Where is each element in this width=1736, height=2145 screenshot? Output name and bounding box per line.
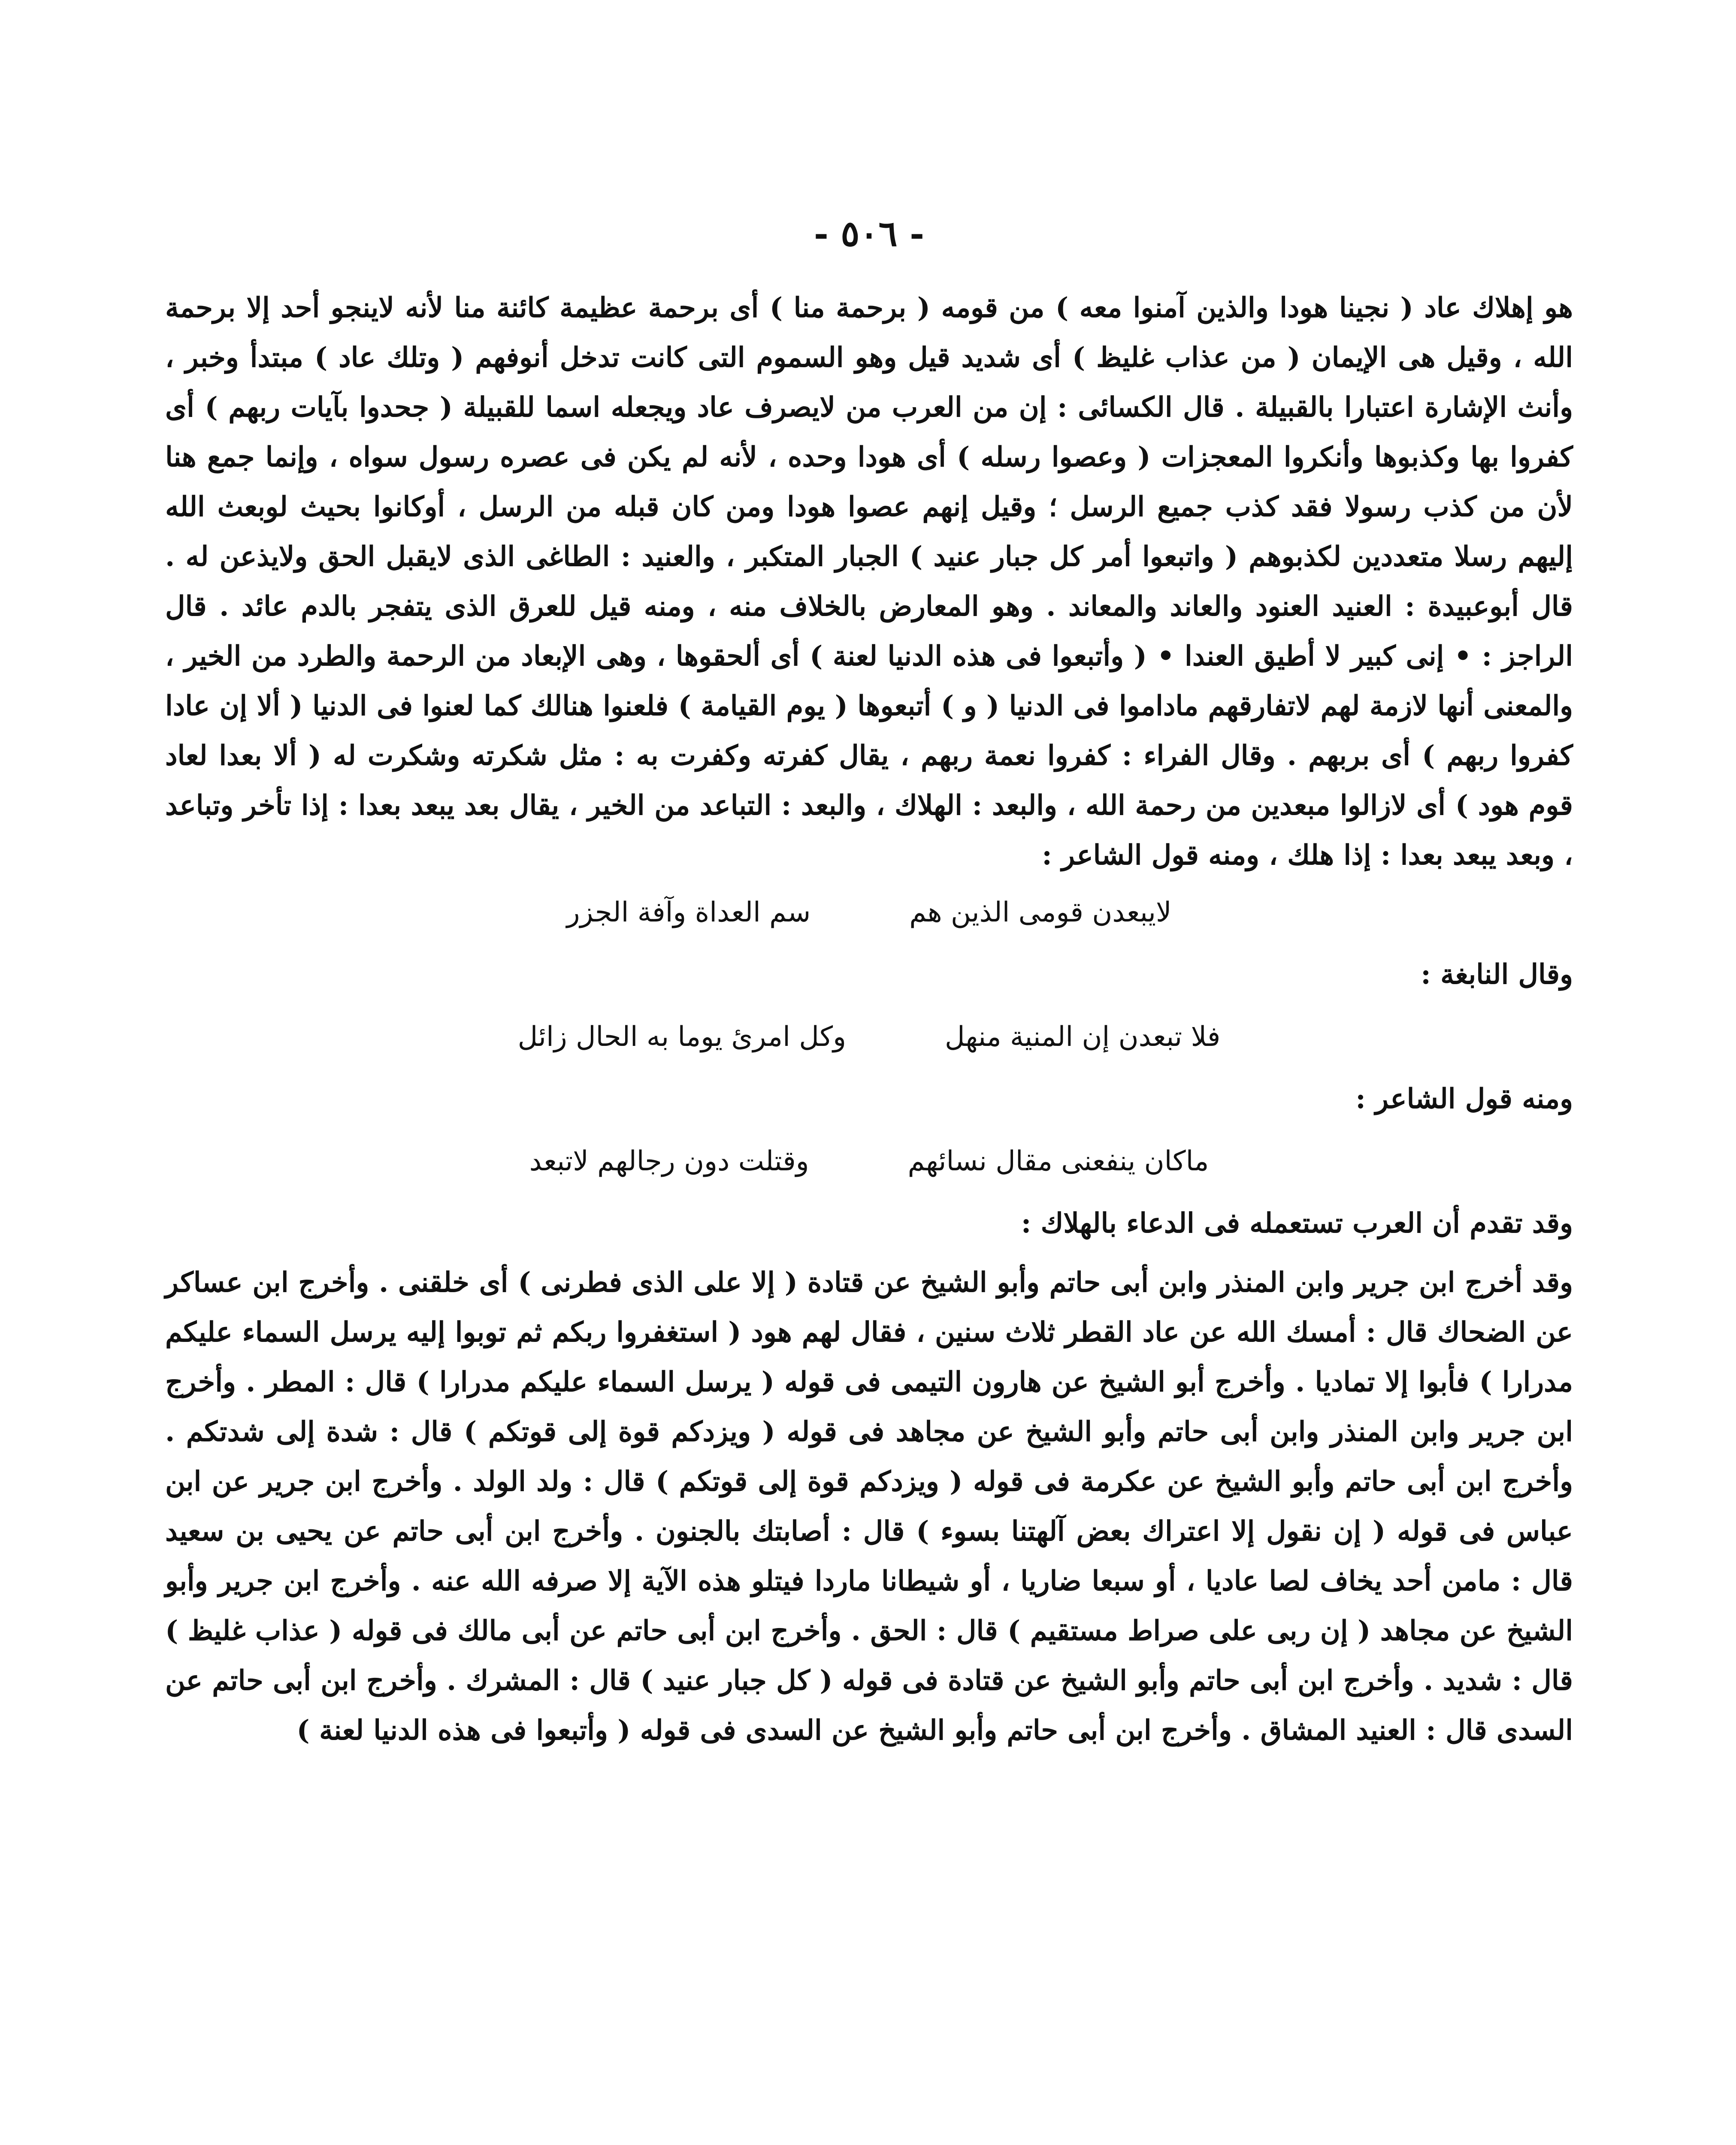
references-text: وقد أخرج ابن جرير وابن المنذر وابن أبى حاتم وأبو الشيخ عن قتادة ( إلا على الذى فطرنى ) أى خلقنى . وأخرج ابن عساكر عن الضحاك قال : أمسك الله عن عاد القطر ثلاث سنين ، فقال لهم هود ( استغفروا ربكم ثم توبوا إليه يرسل السماء عليكم مدرارا ) فأبوا إلا تماديا . وأخرج أبو الشيخ عن هارون التيمى فى قوله ( يرسل السماء عليكم مدرارا ) قال : المطر . وأخرج ابن جرير وابن المنذر وابن أبى حاتم وأبو الشيخ عن مجاهد فى قوله ( ويزدكم قوة إلى قوتكم ) قال : شدة إلى شدتكم . وأخرج ابن أبى حاتم وأبو الشيخ عن عكرمة فى قوله ( ويزدكم قوة إلى قوتكم ) قال : ولد الولد . وأخرج ابن جرير عن ابن عباس فى قوله ( إن نقول إلا اعتراك بعض آلهتنا بسوء ) قال : أصابتك بالجنون . وأخرج ابن أبى حاتم عن يحيى بن سعيد قال : مامن أحد يخاف لصا عاديا ، أو سبعا ضاريا ، أو شيطانا ماردا فيتلو هذه الآية إلا صرفه الله عنه . وأخرج ابن جرير وأبو الشيخ عن مجاهد ( إن ربى على صراط مستقيم ) قال : الحق . وأخرج ابن أبى حاتم عن أبى مالك فى قوله ( عذاب غليظ ) قال : شديد . وأخرج ابن أبى حاتم وأبو الشيخ عن قتادة فى قوله ( كل جبار عنيد ) قال : المشرك . وأخرج ابن أبى حاتم عن السدى قال : العنيد المشاق . وأخرج ابن أبى حاتم وأبو الشيخ عن السدى فى قوله ( وأتبعوا فى هذه الدنيا لعنة ) [165,1266,1573,1746]
verse-2-intro: وقال النابغة : [1421,958,1573,991]
page-number: - ٥٠٦ - [814,213,925,254]
verse-1 [165,880,1573,945]
verse-3-intro: ومنه قول الشاعر : [1355,1083,1573,1115]
verse-2-second-hemistich: وكل امرئ يوما به الحال زائل [517,1021,847,1053]
verse-2-first-hemistich: فلا تبعدن إن المنية منهل [945,1021,1221,1053]
verse-3-first-hemistich: ماكان ينفعنى مقال نسائهم [907,1145,1209,1177]
verse-1-first-hemistich: لايبعدن قومى الذين هم [909,897,1172,928]
verse-3 [165,1129,1573,1193]
main-paragraph [165,283,1573,880]
references-paragraph [165,1258,1573,1755]
closing-line: وقد تقدم أن العرب تستعمله فى الدعاء بالهلاك : [1021,1207,1573,1239]
verse-3-second-hemistich: وقتلت دون رجالهم لاتبعد [529,1145,809,1177]
verse-2 [165,1005,1573,1069]
main-paragraph-text: هو إهلاك عاد ( نجينا هودا والذين آمنوا معه ) من قومه ( برحمة منا ) أى برحمة عظيمة كائنة منا لأنه لاينجو أحد إلا برحمة الله ، وقيل هى الإيمان ( من عذاب غليظ ) أى شديد قيل وهو السموم التى كانت تدخل أنوفهم ( وتلك عاد ) مبتدأ وخبر ، وأنث الإشارة اعتبارا بالقبيلة . قال الكسائى : إن من العرب من لايصرف عاد ويجعله اسما للقبيلة ( جحدوا بآيات ربهم ) أى كفروا بها وكذبوها وأنكروا المعجزات ( وعصوا رسله ) أى هودا وحده ، لأنه لم يكن فى عصره رسول سواه ، وإنما جمع هنا لأن من كذب رسولا فقد كذب جميع الرسل ؛ وقيل إنهم عصوا هودا ومن كان قبله من الرسل ، أوكانوا بحيث لوبعث الله إليهم رسلا متعددين لكذبوهم ( واتبعوا أمر كل جبار عنيد ) الجبار المتكبر ، والعنيد : الطاغى الذى لايقبل الحق ولايذعن له . قال أبوعبيدة : العنيد العنود والعاند والمعاند . وهو المعارض بالخلاف منه ، ومنه قيل للعرق الذى يتفجر بالدم عائد . قال الراجز : • إنى كبير لا أطيق العندا • ( وأتبعوا فى هذه الدنيا لعنة ) أى ألحقوها ، وهى الإبعاد من الرحمة والطرد من الخير ، والمعنى أنها لازمة لهم لاتفارقهم ماداموا فى الدنيا ( و ) أتبعوها ( يوم القيامة ) فلعنوا هنالك كما لعنوا فى الدنيا ( ألا إن عادا كفروا ربهم ) أى بربهم . وقال الفراء : كفروا نعمة ربهم ، يقال كفرته وكفرت به : مثل شكرته وشكرت له ( ألا بعدا لعاد قوم هود ) أى لازالوا مبعدين من رحمة الله ، والبعد : الهلاك ، والبعد : التباعد من الخير ، يقال بعد يبعد بعدا : إذا تأخر وتباعد ، وبعد يبعد بعدا : إذا هلك ، ومنه قول الشاعر : [165,292,1573,871]
verse-1-second-hemistich: سم العداة وآفة الجزر [566,897,811,928]
